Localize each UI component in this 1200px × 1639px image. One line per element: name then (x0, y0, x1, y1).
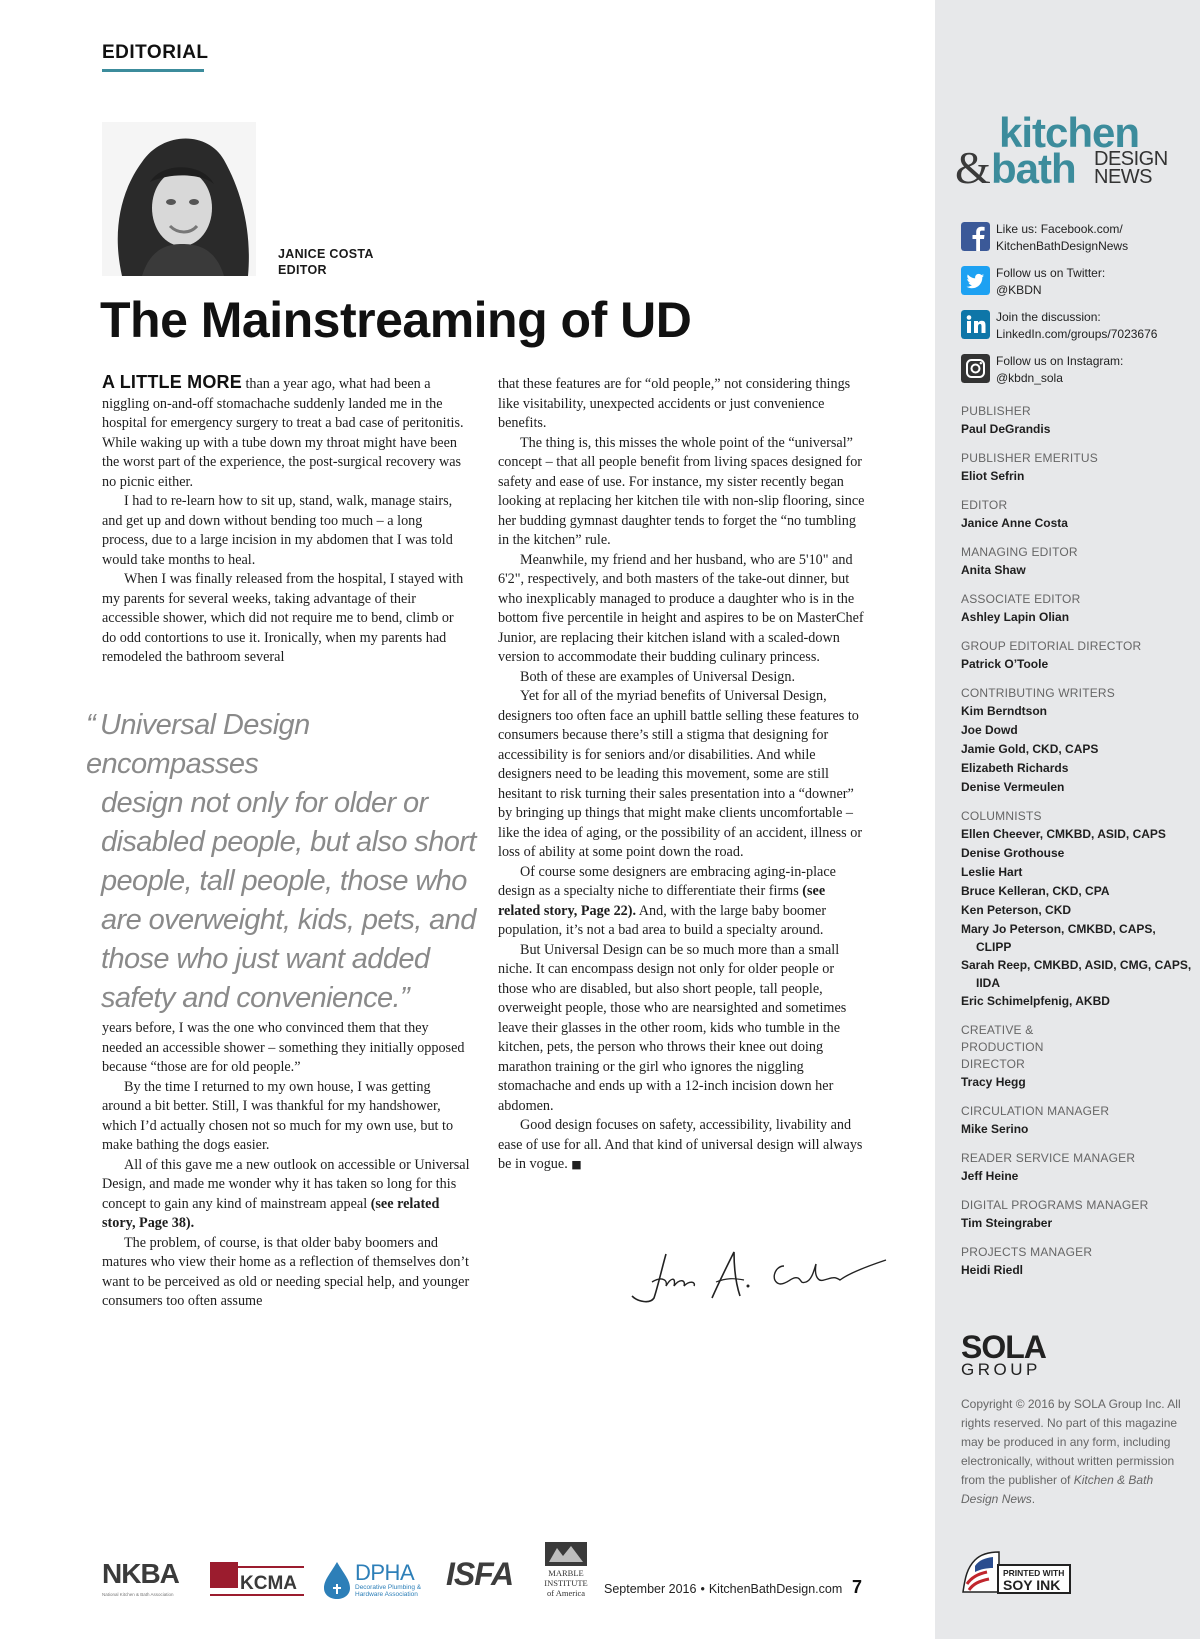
staff-group-editor (961, 497, 1193, 533)
pull-quote-line: those who just want added (101, 943, 430, 975)
nkba-logo (102, 1542, 192, 1612)
byline (278, 246, 374, 278)
footer-separator: • (700, 1582, 705, 1596)
staff-role: CREATIVE & PRODUCTION DIRECTOR (961, 1023, 1044, 1071)
story-reference: (see related story, Page 38). (102, 1195, 440, 1231)
paragraph: that these features are for “old people,” not considering things like visitability, unexpected accidents or just convenience benefits. (498, 376, 851, 431)
social-twitter[interactable] (961, 265, 1196, 301)
isfa-logo (446, 1542, 526, 1612)
staff-group-publisher-emeritus (961, 450, 1193, 486)
staff-name: Mike Serino (961, 1122, 1029, 1136)
soy-ink-line1: PRINTED WITH (1003, 1568, 1065, 1578)
footer-issue-info (604, 1582, 842, 1596)
staff-name: Patrick O’Toole (961, 657, 1049, 671)
social-label: Like us: Facebook.com/ (996, 222, 1123, 236)
author-name: JANICE COSTA (278, 247, 374, 261)
logo-news: NEWS (1094, 166, 1152, 188)
publication-name: Kitchen & Bath Design News (961, 1473, 1154, 1506)
water-drop-icon (322, 1560, 352, 1600)
staff-name: Tracy Hegg (961, 1075, 1026, 1089)
pull-quote-line: design not only for older or (101, 787, 428, 819)
social-handle[interactable]: LinkedIn.com/groups/7023676 (996, 327, 1158, 341)
headline: The Mainstreaming of UD (100, 292, 692, 348)
social-facebook[interactable] (961, 221, 1196, 257)
article-column-2 (498, 375, 866, 1175)
twitter-icon (961, 266, 990, 295)
pull-quote-line: disabled people, but also short (101, 826, 476, 858)
social-linkedin[interactable] (961, 309, 1196, 345)
staff-name: Ellen Cheever, CMKBD, ASID, CAPS (961, 827, 1166, 841)
paragraph: But Universal Design can be so much more than a small niche. It can encompass design not only for older people or those who are disabled, but also short people, tall people, overweight people, those who are nearsighted and sometimes leave their glasses in the other room, kids who tumble in the kitchen, pets, the person who throws their knee out doing marathon training or the girl who ignores the niggling stomachache and ends up with a 12-inch incision down her abdomen. (498, 941, 847, 1114)
kcma-logo (210, 1542, 306, 1612)
staff-group-creative-director (961, 1022, 1193, 1092)
staff-name: Leslie Hart (961, 865, 1023, 879)
staff-group-circulation (961, 1103, 1193, 1139)
staff-group-managing-editor (961, 544, 1193, 580)
staff-group-contributing-writers (961, 685, 1193, 797)
staff-group-reader-service (961, 1150, 1193, 1186)
staff-list (961, 403, 1193, 1291)
social-text (996, 265, 1105, 299)
kcma-wordmark: KCMA (240, 1573, 297, 1594)
facebook-icon (961, 222, 990, 251)
isfa-wordmark: ISFA (446, 1556, 514, 1592)
paragraph-text: And, with the large baby boomer population, it’s not a bad area to build a specialty around. (498, 902, 827, 938)
paragraph (102, 1156, 470, 1234)
social-label: Join the discussion: (996, 310, 1101, 324)
social-label: Follow us on Twitter: (996, 266, 1106, 280)
paragraph-text: All of this gave me a new outlook on accessible or Universal Design, and made me wonder why it has taken so long for this concept to gain any kind of mainstream appeal (102, 1156, 470, 1212)
soy-ink-flag-icon (961, 1548, 1001, 1594)
copyright-text: Copyright © 2016 by SOLA Group Inc. All rights reserved. No part of this magazine may be produced in any form, including electronically, without written permission from the publisher of (961, 1397, 1181, 1487)
staff-group-associate-editor (961, 591, 1193, 627)
pull-quote (86, 706, 486, 1018)
instagram-icon (961, 354, 990, 383)
staff-group-publisher (961, 403, 1193, 439)
open-quote-mark: “ (86, 709, 96, 741)
paragraph: Meanwhile, my friend and her husband, who are 5'10" and 6'2", respectively, and both masters of the take-out dinner, but who inexplicably managed to produce a daughter who is in the bottom five percentile in height and aspires to be on MasterChef Junior, are replacing their kitchen island with a scaled-down version to accommodate their budding culinary princess. (498, 551, 864, 665)
social-instagram[interactable] (961, 353, 1196, 389)
kbdn-logo (955, 109, 1195, 193)
staff-role: EDITOR (961, 498, 1008, 512)
logo-kitchen: kitchen (999, 109, 1140, 156)
dpha-tagline: Decorative Plumbing & Hardware Association (355, 1584, 422, 1598)
staff-name: Heidi Riedl (961, 1263, 1024, 1277)
staff-role: COLUMNISTS (961, 809, 1042, 823)
paragraph-text: than a year ago, what had been a niggling on-and-off stomachache suddenly landed me in the hospital for emergency surgery to treat a bad case of peritonitis. While waking up with a tube down my throat might have been the worst part of the experience, the post-surgical recovery was no picnic either. (102, 376, 464, 490)
soy-ink-badge (961, 1548, 1071, 1594)
paragraph: The problem, of course, is that older baby boomers and matures who view their home as a reflection of themselves don’t want to be perceived as old or needing special help, and younger consumers too often assume (102, 1234, 470, 1309)
staff-name: Jeff Heine (961, 1169, 1019, 1183)
soy-ink-label (997, 1564, 1071, 1594)
staff-role: GROUP EDITORIAL DIRECTOR (961, 639, 1142, 653)
sola-group-wordmark: GROUP (961, 1360, 1041, 1379)
dpha-logo (320, 1542, 428, 1612)
social-text (996, 309, 1157, 343)
pull-quote-text: Universal Design encompasses (86, 709, 310, 780)
sola-group-logo (961, 1329, 1046, 1379)
paragraph: I had to re-learn how to sit up, stand, walk, manage stairs, and get up and down without bending too much – a long process, due to a large incision in my abdomen that I was told would take months to heal. (102, 493, 453, 568)
staff-group-columnists (961, 808, 1193, 1011)
logo-design-news (1094, 150, 1168, 186)
dpha-wordmark: DPHA (355, 1560, 415, 1585)
staff-role: READER SERVICE MANAGER (961, 1151, 1136, 1165)
article-column-1-bottom (102, 1019, 470, 1312)
section-label: EDITORIAL (102, 42, 209, 63)
logo-design: DESIGN (1094, 148, 1168, 170)
staff-name: Denise Vermeulen (961, 780, 1065, 794)
social-handle[interactable]: @KBDN (996, 283, 1042, 297)
staff-role: CIRCULATION MANAGER (961, 1104, 1110, 1118)
masthead-sidebar (935, 0, 1200, 1639)
staff-name: Bruce Kelleran, CKD, CPA (961, 884, 1110, 898)
staff-name: Elizabeth Richards (961, 761, 1069, 775)
paragraph (498, 863, 866, 941)
paragraph: Both of these are examples of Universal Design. (520, 668, 796, 685)
social-handle[interactable]: @kbdn_sola (996, 371, 1063, 385)
editor-signature (628, 1246, 890, 1306)
paragraph-text: Of course some designers are embracing aging-in-place design as a specialty niche to differentiate their firms (498, 863, 836, 899)
staff-name: Paul DeGrandis (961, 422, 1051, 436)
social-text (996, 353, 1123, 387)
staff-name: Eliot Sefrin (961, 469, 1025, 483)
copyright-notice (961, 1395, 1183, 1509)
staff-group-digital-programs (961, 1197, 1193, 1233)
staff-role: CONTRIBUTING WRITERS (961, 686, 1115, 700)
linkedin-icon (961, 310, 990, 339)
pull-quote-line: are overweight, kids, pets, and (101, 904, 476, 936)
section-underline (102, 69, 204, 72)
pull-quote-line (86, 706, 486, 784)
pull-quote-line: safety and convenience.” (101, 982, 410, 1014)
staff-name: Tim Steingraber (961, 1216, 1053, 1230)
staff-name: Eric Schimelpfenig, AKBD (961, 994, 1110, 1008)
staff-name: Denise Grothouse (961, 846, 1065, 860)
paragraph: years before, I was the one who convinced them that they needed an accessible shower – something they initially opposed because “those are for old people.” (102, 1020, 465, 1075)
staff-name: Jamie Gold, CKD, CAPS (961, 742, 1099, 756)
nkba-tagline: National Kitchen & Bath Association (102, 1592, 174, 1597)
author-title: EDITOR (278, 263, 327, 277)
staff-name: Sarah Reep, CMKBD, ASID, CMG, CAPS, IIDA (961, 958, 1192, 990)
paragraph: Yet for all of the myriad benefits of Universal Design, designers too often face an uphill battle selling these features to consumers because there’s still a stigma that designing for accessibility is for seniors and/or disabilities. And while designers need to be leading this movement, some are still hesitant to risk turning their sales presentation into a “downer” by bringing up things that might make clients uncomfortable – like the idea of aging, or the possibility of an accident, illness or loss of ability at some point down the road. (498, 688, 863, 860)
paragraph: When I was finally released from the hospital, I stayed with my parents for several weeks, taking advantage of their accessible shower, which did not require me to bend, climb or do odd contortions to use it. Ironically, when my parents had remodeled the bathroom several (102, 571, 464, 665)
issue-date: September 2016 (604, 1582, 697, 1596)
staff-name: Ashley Lapin Olian (961, 610, 1070, 624)
author-photo (102, 122, 256, 276)
staff-role: PUBLISHER (961, 404, 1031, 418)
staff-role: PROJECTS MANAGER (961, 1245, 1093, 1259)
staff-name: Anita Shaw (961, 563, 1026, 577)
logo-bath: bath (991, 145, 1076, 192)
story-reference: (see related story, Page 22). (498, 883, 826, 919)
staff-group-projects (961, 1244, 1193, 1280)
marble-institute-wordmark: MARBLE INSTITUTE of America (544, 1568, 588, 1598)
marble-institute-logo (543, 1540, 589, 1614)
paragraph (498, 1116, 866, 1175)
end-mark: ■ (571, 1158, 582, 1171)
social-handle[interactable]: KitchenBathDesignNews (996, 239, 1129, 253)
staff-name: Ken Peterson, CKD (961, 903, 1072, 917)
website-link[interactable]: KitchenBathDesign.com (708, 1582, 843, 1596)
staff-role: ASSOCIATE EDITOR (961, 592, 1081, 606)
paragraph (102, 373, 470, 492)
staff-name: Janice Anne Costa (961, 516, 1068, 530)
staff-name: Kim Berndtson (961, 704, 1048, 718)
soy-ink-line2: SOY INK (1003, 1577, 1061, 1593)
staff-name: Joe Dowd (961, 723, 1018, 737)
article-column-1-top (102, 373, 470, 668)
pull-quote-line: people, tall people, those who (101, 865, 467, 897)
sola-wordmark: SOLA (961, 1329, 1046, 1365)
staff-role: PUBLISHER EMERITUS (961, 451, 1098, 465)
staff-role: MANAGING EDITOR (961, 545, 1078, 559)
page-number: 7 (852, 1577, 863, 1597)
paragraph: The thing is, this misses the whole point of the “universal” concept – that all people benefit from living spaces designed for safety and ease of use. For instance, my sister recently began looking at replacing her kitchen tile with non-slip flooring, since her budding gymnast daughter tends to forget the “no tumbling in the kitchen” rule. (498, 434, 865, 548)
nkba-wordmark: NKBA (102, 1558, 179, 1589)
paragraph-text: Good design focuses on safety, accessibility, livability and ease of use for all. And that kind of universal design will always be in vogue. (498, 1117, 863, 1172)
copyright-end: . (1031, 1492, 1036, 1506)
staff-group-editorial-director (961, 638, 1193, 674)
social-label: Follow us on Instagram: (996, 354, 1124, 368)
paragraph: By the time I returned to my own house, I was getting around a bit better. Still, I was thankful for my handshower, which I’d actually chosen not so much for my own use, but to make bathing the dogs easier. (102, 1078, 454, 1153)
staff-name: Mary Jo Peterson, CMKBD, CAPS, CLIPP (961, 922, 1156, 954)
logo-ampersand: & (955, 142, 991, 193)
lead-in: A LITTLE MORE (102, 372, 242, 392)
social-text (996, 221, 1128, 255)
staff-role: DIGITAL PROGRAMS MANAGER (961, 1198, 1149, 1212)
